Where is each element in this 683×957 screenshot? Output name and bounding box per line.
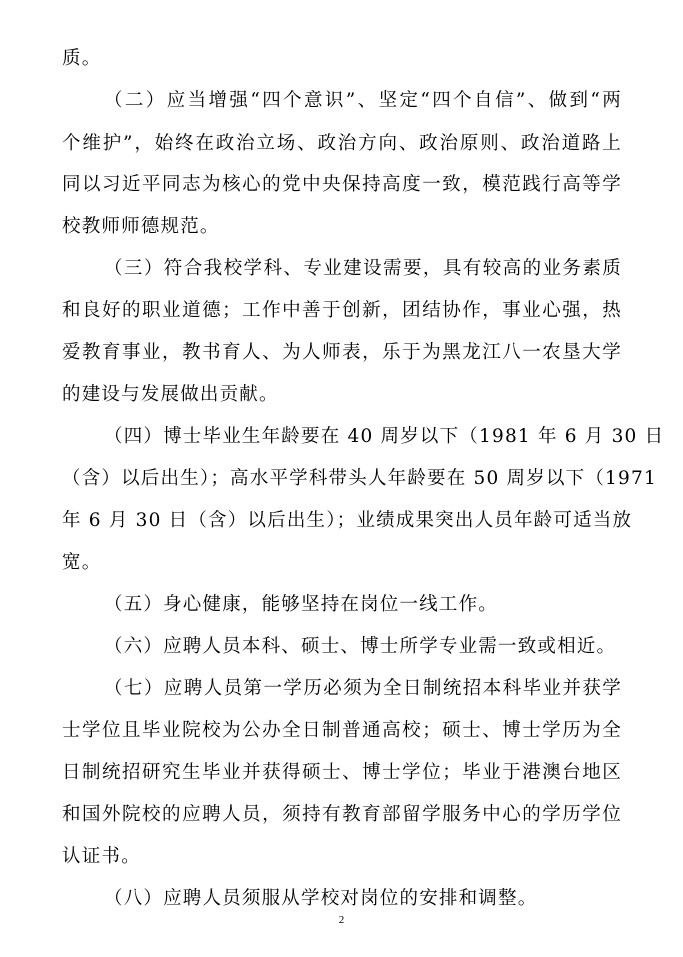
text-line: 爱教育事业，教书育人、为人师表，乐于为黑龙江八一农垦大学 — [62, 342, 622, 363]
text-line: 和良好的职业道德；工作中善于创新，团结协作，事业心强，热 — [62, 300, 622, 321]
page-number: 2 — [338, 914, 345, 926]
text-line: 年 6 月 30 日（含）以后出生）；业绩成果突出人员年龄可适当放 — [62, 510, 633, 531]
text-line: （七）应聘人员第一学历必须为全日制统招本科毕业并获学 — [104, 678, 622, 699]
text-line: （六）应聘人员本科、硕士、博士所学专业需一致或相近。 — [104, 636, 617, 657]
text-line: （三）符合我校学科、专业建设需要，具有较高的业务素质 — [104, 258, 622, 279]
text-line: （二）应当增强“四个意识”、坚定“四个自信”、做到“两 — [104, 90, 622, 111]
text-line: 校教师师德规范。 — [62, 216, 220, 237]
text-line: （含）以后出生）；高水平学科带头人年龄要在 50 周岁以下（1971 — [62, 468, 657, 489]
text-line: 质。 — [62, 48, 102, 69]
text-line: 同以习近平同志为核心的党中央保持高度一致，模范践行高等学 — [62, 174, 622, 195]
text-line: 宽。 — [62, 552, 102, 573]
text-line: （八）应聘人员须服从学校对岗位的安排和调整。 — [104, 888, 538, 909]
text-line: （四）博士毕业生年龄要在 40 周岁以下（1981 年 6 月 30 日 — [104, 426, 665, 447]
text-line: 个维护”，始终在政治立场、政治方向、政治原则、政治道路上 — [62, 133, 622, 154]
text-line: （五）身心健康，能够坚持在岗位一线工作。 — [104, 594, 499, 615]
text-line: 认证书。 — [62, 846, 141, 867]
text-line: 和国外院校的应聘人员，须持有教育部留学服务中心的学历学位 — [62, 804, 622, 825]
text-line: 的建设与发展做出贡献。 — [62, 384, 279, 405]
text-line: 日制统招研究生毕业并获得硕士、博士学位；毕业于港澳台地区 — [62, 762, 622, 783]
text-line: 士学位且毕业院校为公办全日制普通高校；硕士、博士学历为全 — [62, 720, 622, 741]
